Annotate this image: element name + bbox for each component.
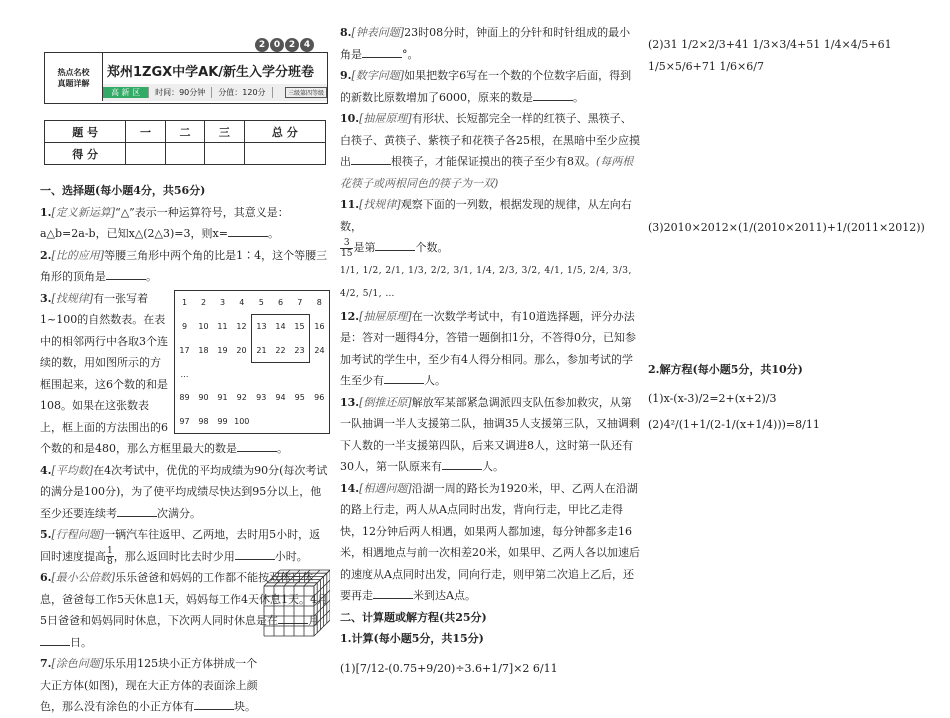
- question-2: 2.[比的应用]等腰三角形中两个角的比是1∶4，这个等腰三角形的顶角是 。: [40, 248, 328, 283]
- exam-tag: 三级第四等级: [285, 87, 327, 98]
- answer-blank[interactable]: [351, 152, 391, 165]
- question-7: 7.[涂色问题]乐乐用125块小正方体拼成一个大正方体(如图)，现在大正方体的表面涂上颜色，那么没有涂色的小正方体有 块。: [40, 657, 258, 713]
- grid-cell: 11: [217, 321, 228, 331]
- grid-cell: 6: [277, 297, 284, 307]
- year-digit: 0: [270, 38, 284, 52]
- grid-cell: [310, 410, 330, 434]
- score-cell: 得 分: [45, 143, 126, 165]
- cube-illustration: [262, 568, 330, 638]
- question-10: 10.[抽屉原理]有形状、长短都完全一样的红筷子、黑筷子、白筷子、黄筷子、紫筷子和花筷子各25根，在黑暗中至少应摸出 根筷子，才能保证摸出的筷子至少有8双。(每两根花筷子或两根同色的筷子为一双): [340, 112, 640, 190]
- cube-line: [314, 620, 330, 636]
- answer-blank[interactable]: [362, 45, 402, 58]
- exam-score: 分值：120分: [212, 87, 272, 98]
- question-14: 14.[相遇问题]沿湖一周的路长为1920米，甲、乙两人在沿湖的路上行走，两人从A点同时出发，背向行走，甲比乙走得快，12分钟后两人相遇，如果两人都加速，每分钟都多走16米，相遇地点与前一次相差20米，如果甲、乙两人各以加速后的速度从A点同时出发，同向行走，则甲第二次追上乙后，还要再走 米到达A点。: [340, 481, 640, 602]
- question-1: 1.[定义新运算]“△”表示一种运算符号，其意义是：a△b=2a-b，已知x△(2△3)=3，则x= 。: [40, 205, 289, 240]
- answer-blank[interactable]: [442, 457, 482, 470]
- grid-cell: [271, 410, 290, 434]
- cube-line: [314, 570, 330, 586]
- grid-cell: 3: [219, 297, 226, 307]
- grid-cell: 23: [290, 339, 310, 363]
- grid-cell: 15: [290, 315, 310, 339]
- cube-line: [314, 610, 330, 626]
- grid-cell: …: [180, 369, 189, 379]
- answer-blank[interactable]: [373, 586, 413, 599]
- grid-cell: [232, 363, 252, 387]
- grid-cell: 1: [181, 297, 188, 307]
- equation-1: (1)x-(x-3)/2=2+(x+2)/3: [648, 392, 777, 405]
- cube-line: [304, 570, 320, 586]
- grid-cell: 12: [236, 321, 247, 331]
- year-digit: 2: [285, 38, 299, 52]
- cube-line: [284, 570, 300, 586]
- grid-cell: 13: [252, 315, 272, 339]
- grid-row: [175, 363, 329, 387]
- score-cell: 三: [205, 121, 244, 143]
- grid-cell: 92: [236, 393, 247, 402]
- grid-cell: [271, 363, 290, 387]
- grid-cell: [213, 363, 232, 387]
- calc-problem-2: (2)31 1/2×2/3+41 1/3×3/4+51 1/4×4/5+61 1/5×5/6+71 1/6×6/7: [648, 38, 892, 73]
- question-9: 9.[数字问题]如果把数字6写在一个数的个位数字后面，得到的新数比原数增加了6000，原来的数是 。: [340, 69, 632, 104]
- grid-cell: 5: [258, 297, 264, 307]
- answer-blank[interactable]: [237, 439, 277, 452]
- grid-cell: 2: [200, 297, 207, 307]
- grid-cell: 9: [181, 321, 188, 331]
- score-cell: [126, 143, 165, 165]
- grid-cell: 20: [236, 345, 247, 355]
- grid-cell: [194, 363, 213, 387]
- grid-cell: 95: [294, 393, 305, 402]
- calc-heading: 1.计算(每小题5分，共15分): [340, 632, 484, 645]
- question-6: 6.[最小公倍数]乐乐爸爸和妈妈的工作都不能按双休日休息，爸爸每工作5天休息1天，妈妈每工作4天休息1天。4月5日爸爸和妈妈同时休息，下次两人同时休息是在 月日。: [40, 571, 328, 649]
- grid-row: [175, 386, 329, 410]
- grid-cell: [290, 410, 310, 434]
- question-3: 1 2 3 4 5 6 7 8 9 10 11 12 13 14 15 16 17 18 19 20 21 22 23 24 … 89 90 91 92 93 94 95 96 97 98 99 100 3.[找规律]有一张写着1~100的自然数表。在表中的相邻两行中各取3个连续的数，用如图所示的方框围起来，这6个数的和是108。如果在这张数表上，框上面的方法围出的6个数的和是480，那么方框里最大的数是 。: [40, 288, 330, 460]
- grid-cell: [290, 363, 310, 387]
- calc-problem-3: (3)2010×2012×(1/(2010×2011)+1/(2011×2012)): [648, 221, 925, 234]
- number-grid-table: [175, 291, 329, 434]
- number-grid: [174, 290, 330, 435]
- calc-problem-1: (1)[7/12-(0.75+9/20)÷3.6+1/7]×2 6/11: [340, 661, 558, 675]
- cube-line: [314, 590, 330, 606]
- grid-cell: [252, 363, 272, 387]
- grid-cell: 7: [297, 297, 303, 307]
- equation-2: (2)4²/(1+1/(2-1/(x+1/4)))=8/11: [648, 417, 820, 431]
- exam-area: 高 新 区: [103, 87, 149, 98]
- grid-cell: 100: [234, 416, 250, 426]
- grid-cell: 90: [198, 393, 209, 402]
- grid-row: [175, 339, 329, 363]
- grid-cell: 98: [198, 416, 209, 426]
- grid-cell: 4: [239, 297, 245, 307]
- score-table-row: [45, 143, 326, 165]
- equation-heading: 2.解方程(每小题5分，共10分): [648, 362, 803, 376]
- grid-row: [175, 410, 329, 434]
- cube-line: [274, 570, 290, 586]
- cube-line: [314, 600, 330, 616]
- header-left-label: 热点名校 真题详解: [45, 53, 103, 101]
- answer-blank[interactable]: [40, 633, 70, 646]
- cube-line: [264, 570, 280, 586]
- score-cell: 总 分: [244, 121, 325, 143]
- fraction: $\frac{3}{15}$: [341, 237, 353, 259]
- question-5: 5.[行程问题]一辆汽车往返甲、乙两地，去时用5小时，返回时速度提高 $\frac{1}{8}$ ，那么返回时比去时少用 小时。: [40, 528, 321, 567]
- question-11: 11.[找规律]观察下面的一列数，根据发现的规律，从左向右数， $\frac{3}{15}$ 是第 个数。 1/1, 1/2, 2/1, 1/3, 2/2, 3/1, 1/4, 2/3, 3/2, 4/1, 1/5, 2/4, 3/3, 4/2, 5/1, …: [340, 198, 632, 299]
- grid-cell: 14: [271, 315, 290, 339]
- exam-info-bar: [103, 84, 327, 101]
- exam-time: 时间：90分钟: [149, 87, 212, 98]
- section-heading: 一、选择题(每小题4分，共56分): [40, 184, 206, 197]
- fraction: $\frac{1}{8}$: [107, 546, 113, 567]
- grid-cell: 18: [198, 345, 209, 355]
- exam-title: 郑州1ZGX中学AK/新生入学分班卷: [107, 65, 315, 80]
- grid-cell: 91: [217, 393, 228, 402]
- answer-blank[interactable]: [235, 547, 275, 560]
- grid-cell: 17: [179, 345, 190, 355]
- score-table-header: [45, 121, 326, 143]
- answer-blank[interactable]: [375, 238, 415, 251]
- question-13: 13.[倒推还原]解放军某部紧急调派四支队伍参加救灾，从第一队抽调一半人支援第二队，抽调35人支援第三队，又抽调剩下人数的一半支援第四队，后来又调进8人，这时第一队还有30人，第一队原来有 人。: [340, 395, 640, 473]
- score-cell: 题 号: [45, 121, 126, 143]
- column-2: [340, 22, 640, 679]
- grid-cell: 89: [179, 393, 190, 402]
- answer-blank[interactable]: [106, 267, 146, 280]
- grid-row: [175, 315, 329, 339]
- grid-cell: 97: [179, 416, 190, 426]
- question-12: 12.[抽屉原理]在一次数学考试中，有10道选择题，评分办法是：答对一题得4分，答错一题倒扣1分，不答得0分，已知参加考试的学生中，至少有4人得分相同。那么，参加考试的学生至少有 人。: [340, 309, 636, 387]
- answer-blank[interactable]: [533, 88, 573, 101]
- grid-cell: [252, 410, 272, 434]
- grid-cell: 8: [316, 297, 322, 307]
- year-badge: [255, 38, 314, 52]
- answer-blank[interactable]: [384, 371, 424, 384]
- year-digit: 2: [255, 38, 269, 52]
- score-cell: 一: [126, 121, 165, 143]
- grid-cell: 94: [275, 393, 286, 402]
- answer-blank[interactable]: [228, 224, 268, 237]
- number-sequence: 1/1, 1/2, 2/1, 1/3, 2/2, 3/1, 1/4, 2/3, 3/2, 4/1, 1/5, 2/4, 3/3, 4/2, 5/1, …: [340, 265, 632, 299]
- section-heading: 二、计算题或解方程(共25分): [340, 610, 487, 624]
- grid-cell: 19: [217, 345, 228, 355]
- exam-header: [44, 52, 328, 104]
- year-digit: 4: [300, 38, 314, 52]
- answer-blank[interactable]: [117, 504, 157, 517]
- cube-line: [294, 570, 310, 586]
- grid-cell: 93: [256, 393, 267, 402]
- question-8: 8.[钟表问题]23时08分时，钟面上的分针和时针组成的最小角是 °。: [340, 26, 631, 61]
- score-cell: [244, 143, 325, 165]
- score-cell: [205, 143, 244, 165]
- question-4: 4.[平均数]在4次考试中，优优的平均成绩为90分(每次考试的满分是100分)，为了使平均成绩尽快达到95分以上，他至少还要连续考 次满分。: [40, 463, 328, 520]
- grid-cell: [310, 363, 330, 387]
- grid-cell: 10: [198, 321, 209, 331]
- column-3: [648, 34, 938, 435]
- score-table: [44, 120, 326, 165]
- grid-cell: 99: [217, 416, 228, 426]
- grid-cell: 16: [314, 321, 325, 331]
- grid-cell: 24: [314, 345, 325, 355]
- grid-cell: 96: [314, 393, 325, 402]
- score-cell: [165, 143, 204, 165]
- grid-row: [175, 291, 329, 315]
- answer-blank[interactable]: [194, 697, 234, 710]
- score-cell: 二: [165, 121, 204, 143]
- grid-cell: 21: [252, 339, 272, 363]
- grid-cell: 22: [271, 339, 290, 363]
